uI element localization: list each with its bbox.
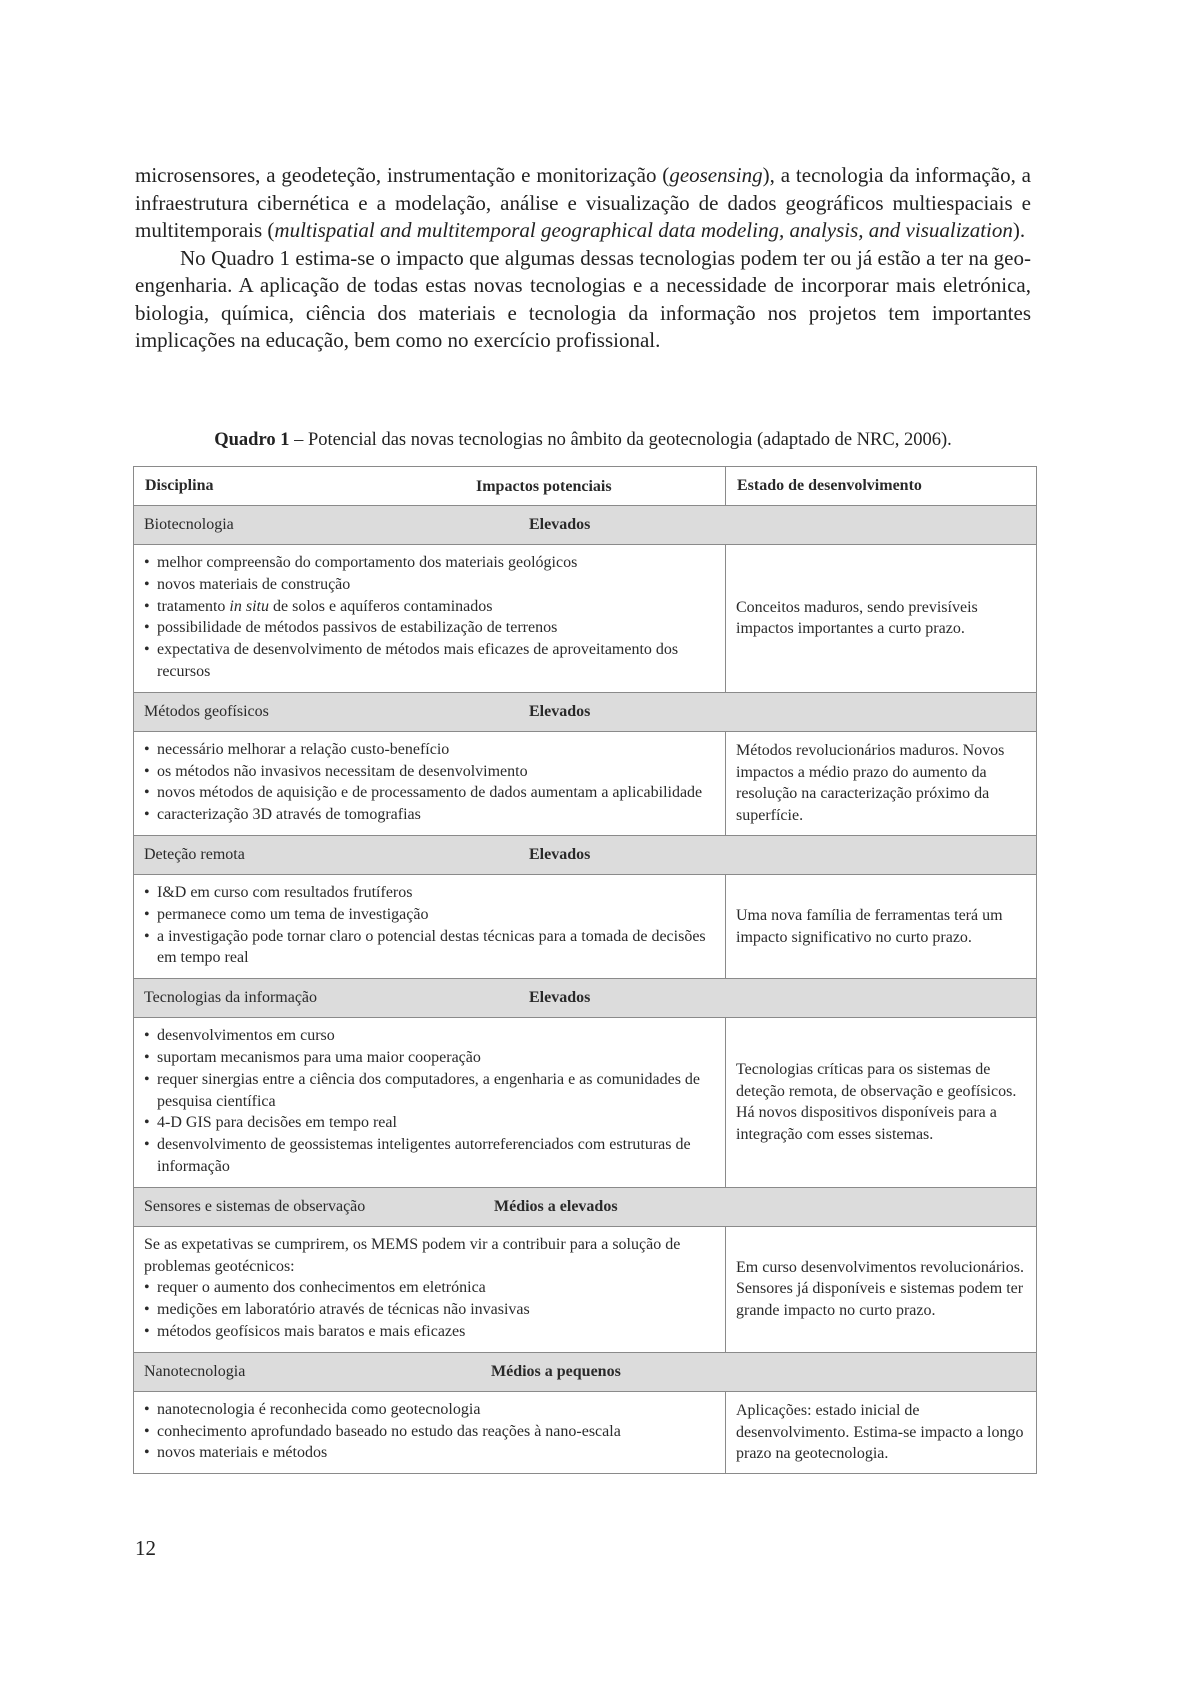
body-text xyxy=(135,162,1031,355)
impacts-list-cell xyxy=(134,874,726,978)
list-item: • a investigação pode tornar claro o potencial destas técnicas para a tomada de decisões em tempo real xyxy=(144,926,717,970)
list-item: • desenvolvimento de geossistemas inteligentes autorreferenciados com estruturas de informação xyxy=(144,1134,717,1178)
category-row-detecao-remota xyxy=(134,835,1037,874)
list-item: • possibilidade de métodos passivos de estabilização de terrenos xyxy=(144,617,717,639)
data-row-tecnologias-informacao xyxy=(134,1018,1037,1188)
impacts-list-cell xyxy=(134,731,726,835)
quadro-1-table xyxy=(133,466,1037,1474)
list-item: • conhecimento aprofundado baseado no estudo das reações à nano-escala xyxy=(144,1421,717,1443)
list-item: • melhor compreensão do comportamento dos materiais geológicos xyxy=(144,552,717,574)
data-row-detecao-remota xyxy=(134,874,1037,978)
development-state-cell: Em curso desenvolvimentos revolucionários. Sensores já disponíveis e sistemas podem ter grande impacto no curto prazo. xyxy=(726,1226,1037,1352)
header-impactos: Impactos potenciais xyxy=(476,478,612,495)
impact-level: Médios a elevados xyxy=(494,1197,618,1215)
data-row-sensores xyxy=(134,1226,1037,1352)
category-row-sensores xyxy=(134,1187,1037,1226)
data-row-nanotecnologia xyxy=(134,1391,1037,1473)
category-row-tecnologias-informacao xyxy=(134,979,1037,1018)
list-item: • os métodos não invasivos necessitam de desenvolvimento xyxy=(144,761,717,783)
list-item: • I&D em curso com resultados frutíferos xyxy=(144,882,717,904)
data-row-biotecnologia xyxy=(134,545,1037,693)
header-disciplina-impactos xyxy=(134,467,726,506)
category-row-nanotecnologia xyxy=(134,1352,1037,1391)
category-row-metodos-geofisicos xyxy=(134,692,1037,731)
category-name: Biotecnologia xyxy=(144,516,234,533)
development-state-cell: Aplicações: estado inicial de desenvolvimento. Estima-se impacto a longo prazo na geotecnologia. xyxy=(726,1391,1037,1473)
impacts-list-cell xyxy=(134,1018,726,1188)
list-item: • métodos geofísicos mais baratos e mais eficazes xyxy=(144,1321,717,1343)
page-number: 12 xyxy=(135,1536,156,1560)
list-item: • novos materiais de construção xyxy=(144,574,717,596)
development-state-cell: Conceitos maduros, sendo previsíveis impactos importantes a curto prazo. xyxy=(726,545,1037,693)
impacts-list-cell xyxy=(134,1391,726,1473)
impacts-list-cell xyxy=(134,1226,726,1352)
caption-text: – Potencial das novas tecnologias no âmbito da geotecnologia (adaptado de NRC, 2006). xyxy=(289,430,952,450)
impact-level: Médios a pequenos xyxy=(491,1362,621,1380)
header-estado: Estado de desenvolvimento xyxy=(726,467,1037,506)
list-item: • novos materiais e métodos xyxy=(144,1442,717,1464)
impact-level: Elevados xyxy=(529,702,591,720)
list-item: • desenvolvimentos em curso xyxy=(144,1025,717,1047)
category-name: Nanotecnologia xyxy=(144,1362,246,1380)
impact-level: Elevados xyxy=(529,989,591,1007)
list-item: • tratamento in situ de solos e aquíferos contaminados xyxy=(144,596,717,618)
list-item: • medições em laboratório através de técnicas não invasivas xyxy=(144,1299,717,1321)
impacts-list-cell xyxy=(134,545,726,693)
list-item: • suportam mecanismos para uma maior cooperação xyxy=(144,1047,717,1069)
data-row-metodos-geofisicos xyxy=(134,731,1037,835)
impact-level: Elevados xyxy=(529,516,591,533)
development-state-cell: Uma nova família de ferramentas terá um impacto significativo no curto prazo. xyxy=(726,874,1037,978)
paragraph-1: microsensores, a geodeteção, instrumentação e monitorização (geosensing), a tecnologia da informação, a infraestrutura cibernética e a modelação, análise e visualização de dados geográficos multiespaciais e multitemporais (multispatial and multitemporal geographical data modeling, analysis, and visualization). xyxy=(135,163,1032,242)
list-item: • expectativa de desenvolvimento de métodos mais eficazes de aproveitamento dos recursos xyxy=(144,639,717,683)
list-item: • necessário melhorar a relação custo-benefício xyxy=(144,739,717,761)
list-item: • caracterização 3D através de tomografias xyxy=(144,804,717,826)
header-disciplina: Disciplina xyxy=(145,477,214,495)
category-name: Sensores e sistemas de observação xyxy=(144,1197,366,1215)
list-item: • requer sinergias entre a ciência dos computadores, a engenharia e as comunidades de pesquisa científica xyxy=(144,1069,717,1113)
caption-label: Quadro 1 xyxy=(214,430,290,450)
table-header-row xyxy=(134,467,1037,506)
paragraph-2: No Quadro 1 estima-se o impacto que algumas dessas tecnologias podem ter ou já estão a ter na geo-engenharia. A aplicação de todas estas novas tecnologias e a necessidade de incorporar mais eletrónica, biologia, química, ciência dos materiais e tecnologia da informação nos projetos tem importantes implicações na educação, bem como no exercício profissional. xyxy=(135,245,1031,352)
list-item: • nanotecnologia é reconhecida como geotecnologia xyxy=(144,1399,717,1421)
development-state-cell: Métodos revolucionários maduros. Novos impactos a médio prazo do aumento da resolução na caracterização próximo da superfície. xyxy=(726,731,1037,835)
list-item: • novos métodos de aquisição e de processamento de dados aumentam a aplicabilidade xyxy=(144,782,717,804)
category-name: Métodos geofísicos xyxy=(144,702,269,720)
list-item: • permanece como um tema de investigação xyxy=(144,904,717,926)
impact-level: Elevados xyxy=(529,845,591,863)
category-row-biotecnologia xyxy=(134,506,1037,545)
category-name: Deteção remota xyxy=(144,845,245,863)
table-caption xyxy=(135,429,1031,451)
development-state-cell: Tecnologias críticas para os sistemas de deteção remota, de observação e geofísicos. Há novos dispositivos disponíveis para a integração com esses sistemas. xyxy=(726,1018,1037,1188)
list-intro: Se as expetativas se cumprirem, os MEMS podem vir a contribuir para a solução de problemas geotécnicos: xyxy=(144,1235,681,1275)
list-item: • 4-D GIS para decisões em tempo real xyxy=(144,1112,717,1134)
category-name: Tecnologias da informação xyxy=(144,989,318,1007)
list-item: • requer o aumento dos conhecimentos em eletrónica xyxy=(144,1277,717,1299)
